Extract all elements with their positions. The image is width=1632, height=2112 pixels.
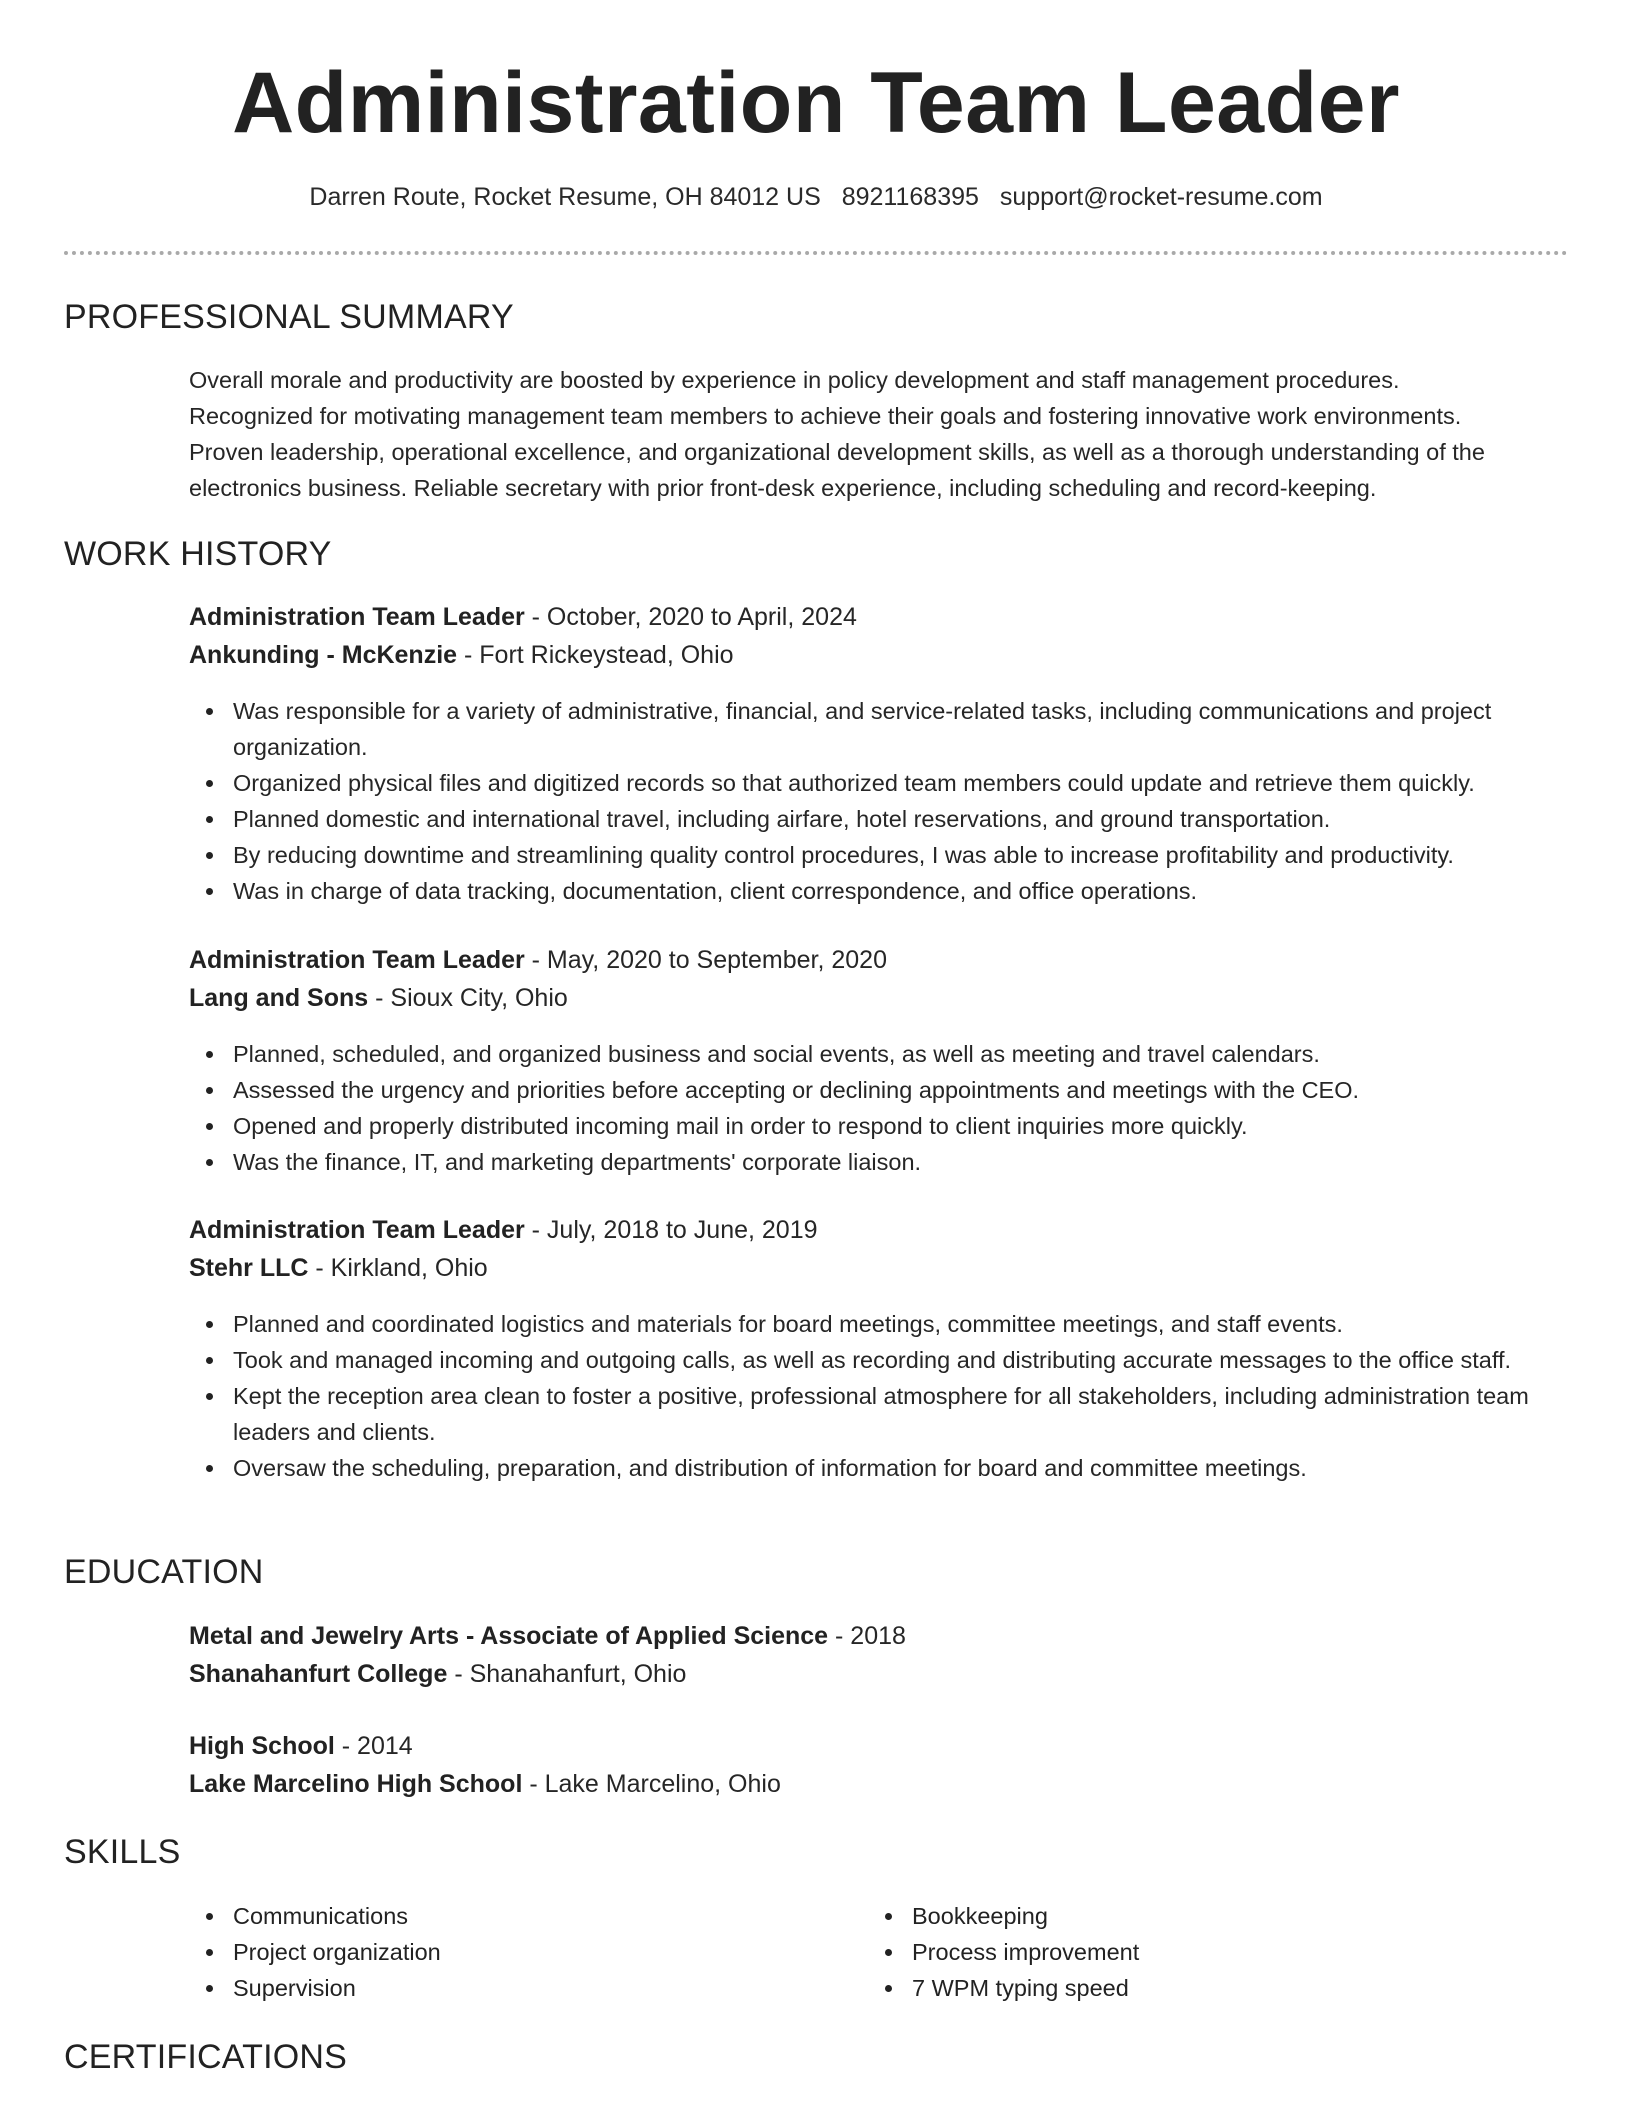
list-item: Organized physical files and digitized records so that authorized team members could update and retrieve them quickly.: [189, 765, 1564, 801]
education-school: Lake Marcelino High School: [189, 1770, 523, 1798]
skill-item: Supervision: [189, 1970, 789, 2006]
summary-line: electronics business. Reliable secretary with prior front-desk experience, including scheduling and record-keeping.: [189, 475, 1377, 501]
job-bullets: [189, 1306, 1564, 1486]
education-year: - 2018: [828, 1622, 906, 1650]
job-title-line: [189, 598, 1564, 636]
skill-item: 7 WPM typing speed: [868, 1970, 1468, 2006]
list-item: Opened and properly distributed incoming mail in order to respond to client inquiries more quickly.: [189, 1108, 1564, 1144]
education-degree: High School: [189, 1732, 335, 1760]
list-item: By reducing downtime and streamlining quality control procedures, I was able to increase profitability and productivity.: [189, 837, 1564, 873]
list-item: Took and managed incoming and outgoing calls, as well as recording and distributing accurate messages to the office staff.: [189, 1342, 1564, 1378]
section-title-work: WORK HISTORY: [64, 535, 332, 573]
job-dates: - July, 2018 to June, 2019: [524, 1216, 818, 1244]
job-dates: - May, 2020 to September, 2020: [524, 946, 887, 974]
list-item: Kept the reception area clean to foster a positive, professional atmosphere for all stakeholders, including administration team leaders and clients.: [189, 1378, 1564, 1450]
job-location: - Kirkland, Ohio: [308, 1254, 488, 1282]
job-company-line: [189, 636, 1564, 674]
summary-text: [189, 362, 1564, 506]
job-location: - Fort Rickeystead, Ohio: [457, 641, 734, 669]
education-location: - Shanahanfurt, Ohio: [447, 1660, 687, 1688]
job-company-line: [189, 1249, 1564, 1287]
job-company: Ankunding - McKenzie: [189, 641, 458, 669]
job-bullets: [189, 693, 1564, 909]
job-company: Lang and Sons: [189, 984, 369, 1012]
job-role: Administration Team Leader: [189, 603, 525, 631]
education-location: - Lake Marcelino, Ohio: [522, 1770, 781, 1798]
education-school-line: [189, 1655, 1564, 1693]
job-title-line: [189, 941, 1564, 979]
job-location: - Sioux City, Ohio: [368, 984, 568, 1012]
skill-item: Project organization: [189, 1934, 789, 1970]
job-role: Administration Team Leader: [189, 1216, 525, 1244]
job-title-line: [189, 1211, 1564, 1249]
contact-line: [0, 183, 1632, 212]
education-entry: [189, 1617, 1564, 1693]
job-dates: - October, 2020 to April, 2024: [524, 603, 857, 631]
job-entry: [189, 598, 1564, 674]
job-company-line: [189, 979, 1564, 1017]
skill-item: Communications: [189, 1898, 789, 1934]
education-degree-line: [189, 1617, 1564, 1655]
skill-item: Bookkeeping: [868, 1898, 1468, 1934]
job-entry: [189, 941, 1564, 1017]
job-entry: [189, 1211, 1564, 1287]
list-item: Was the finance, IT, and marketing departments' corporate liaison.: [189, 1144, 1564, 1180]
list-item: Oversaw the scheduling, preparation, and distribution of information for board and committee meetings.: [189, 1450, 1564, 1486]
education-degree-line: [189, 1727, 1564, 1765]
list-item: Was in charge of data tracking, documentation, client correspondence, and office operations.: [189, 873, 1564, 909]
list-item: Was responsible for a variety of administrative, financial, and service-related tasks, including communications and project organization.: [189, 693, 1564, 765]
job-company: Stehr LLC: [189, 1254, 309, 1282]
list-item: Assessed the urgency and priorities before accepting or declining appointments and meetings with the CEO.: [189, 1072, 1564, 1108]
header-divider: [64, 251, 1568, 255]
job-role: Administration Team Leader: [189, 946, 525, 974]
skill-item: Process improvement: [868, 1934, 1468, 1970]
section-title-certifications: CERTIFICATIONS: [64, 2038, 348, 2076]
education-school: Shanahanfurt College: [189, 1660, 448, 1688]
list-item: Planned domestic and international travel, including airfare, hotel reservations, and ground transportation.: [189, 801, 1564, 837]
list-item: Planned, scheduled, and organized business and social events, as well as meeting and travel calendars.: [189, 1036, 1564, 1072]
skills-left-column: [189, 1898, 789, 2006]
contact-address: Darren Route, Rocket Resume, OH 84012 US: [309, 183, 821, 211]
job-bullets: [189, 1036, 1564, 1180]
list-item: Planned and coordinated logistics and materials for board meetings, committee meetings, and staff events.: [189, 1306, 1564, 1342]
education-entry: [189, 1727, 1564, 1803]
resume-title: Administration Team Leader: [232, 55, 1400, 151]
summary-line: Proven leadership, operational excellence, and organizational development skills, as well as a thorough understanding of the: [189, 439, 1485, 465]
summary-line: Recognized for motivating management team members to achieve their goals and fostering innovative work environments.: [189, 403, 1462, 429]
section-title-summary: PROFESSIONAL SUMMARY: [64, 298, 514, 336]
education-degree: Metal and Jewelry Arts - Associate of Applied Science: [189, 1622, 829, 1650]
section-title-education: EDUCATION: [64, 1553, 264, 1591]
education-year: - 2014: [334, 1732, 413, 1760]
contact-phone: 8921168395: [841, 183, 979, 211]
contact-email[interactable]: support@rocket-resume.com: [999, 183, 1323, 211]
skills-right-column: [868, 1898, 1468, 2006]
education-school-line: [189, 1765, 1564, 1803]
summary-line: Overall morale and productivity are boosted by experience in policy development and staff management procedures.: [189, 367, 1400, 393]
section-title-skills: SKILLS: [64, 1833, 181, 1871]
